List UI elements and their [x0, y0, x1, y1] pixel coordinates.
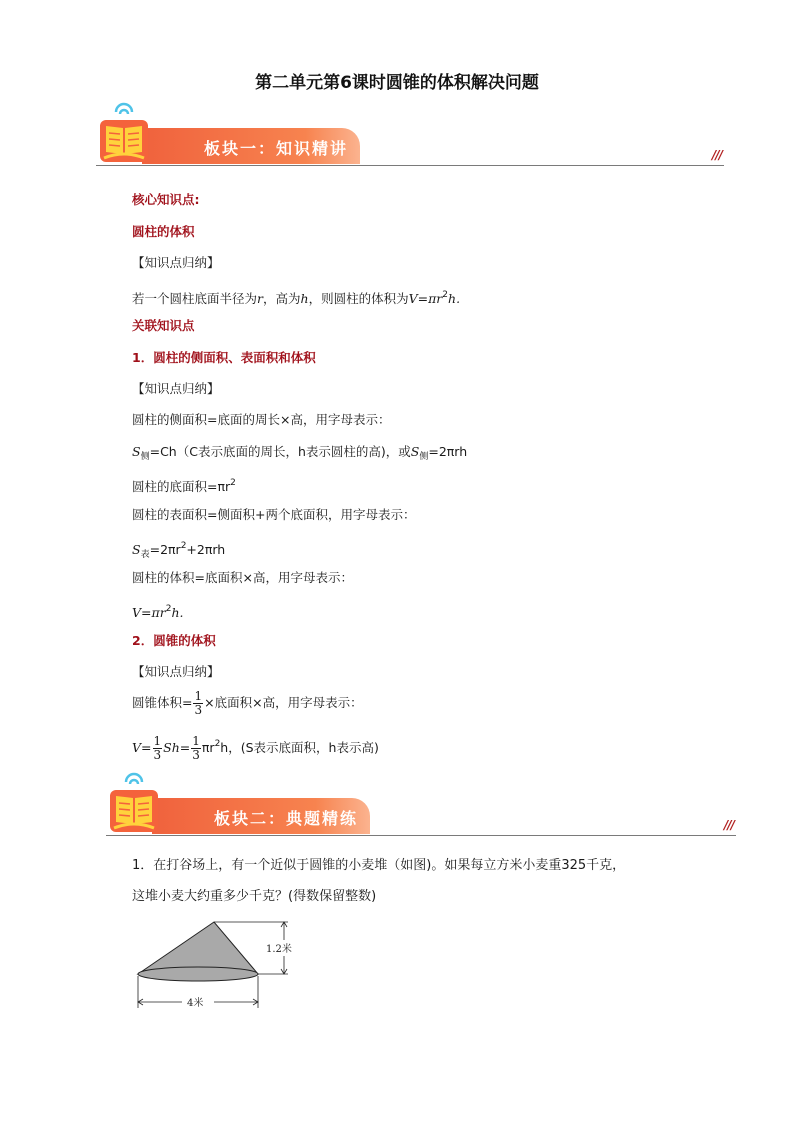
cone-volume-formula: V= $\frac{1}{3}$ Sh= $\frac{1}{3}$ $\pi r^2h$，(S表示底面积，h表示高) — [132, 734, 379, 762]
banner-rule — [106, 835, 736, 836]
item2-heading: 2．圆锥的体积 — [132, 633, 216, 648]
surface-area-definition: 圆柱的表面积=侧面积+两个底面积，用字母表示： — [132, 507, 416, 522]
cylinder-volume-definition: 圆柱的体积=底面积×高，用字母表示： — [132, 570, 353, 585]
cone-volume-definition: 圆锥体积= $\frac{1}{3}$ ×底面积×高，用字母表示： — [132, 689, 363, 717]
question-1-line-2: 这堆小麦大约重多少千克？(得数保留整数) — [132, 889, 377, 904]
cone-figure — [134, 918, 294, 1010]
cone-height-label: 1.2米 — [266, 944, 292, 955]
lateral-area-definition: 圆柱的侧面积=底面的周长×高，用字母表示： — [132, 412, 391, 427]
banner-rule — [96, 165, 724, 166]
question-1-line-1: 1．在打谷场上，有一个近似于圆锥的小麦堆（如图)。如果每立方米小麦重325千克， — [132, 858, 626, 873]
page-title: 第二单元第6课时圆锥的体积解决问题 — [255, 73, 539, 93]
cylinder-volume-formula: $V=\pi r^2h$. — [132, 604, 184, 620]
section-banner-knowledge — [96, 100, 724, 172]
lateral-area-formula: $S_侧=Ch(C$表示底面的周长，h表示圆柱的高)，或$S_侧=2\pi rh$ — [132, 444, 468, 462]
book-icon — [106, 772, 162, 838]
banner-title: 板块二：典题精练 — [214, 809, 359, 828]
banner-tab — [152, 798, 370, 834]
induction-label: 【知识点归纳】 — [132, 381, 220, 396]
banner-tab — [142, 128, 360, 164]
base-area-formula: 圆柱的底面积$=\pi r^2$ — [132, 478, 236, 494]
cone-width-label: 4米 — [187, 998, 204, 1009]
item1-heading: 1．圆柱的侧面积、表面积和体积 — [132, 350, 316, 365]
banner-slash-decoration: /// — [711, 148, 722, 162]
induction-label: 【知识点归纳】 — [132, 664, 220, 679]
cylinder-volume-statement: 若一个圆柱底面半径为r，高为h，则圆柱的体积为$V=\pi r^2h$. — [132, 290, 461, 306]
section-banner-practice — [106, 770, 736, 842]
banner-slash-decoration: /// — [723, 818, 734, 832]
related-label: 关联知识点 — [132, 318, 195, 333]
cylinder-volume-heading: 圆柱的体积 — [132, 224, 195, 239]
banner-title: 板块一：知识精讲 — [204, 139, 349, 158]
surface-area-formula: $S_表=2\pi r^2+2\pi rh$ — [132, 541, 226, 560]
book-icon — [96, 102, 152, 168]
core-label: 核心知识点: — [132, 192, 200, 207]
fraction-one-third: $\frac{1}{3}$ — [194, 689, 203, 717]
induction-label: 【知识点归纳】 — [132, 255, 220, 270]
